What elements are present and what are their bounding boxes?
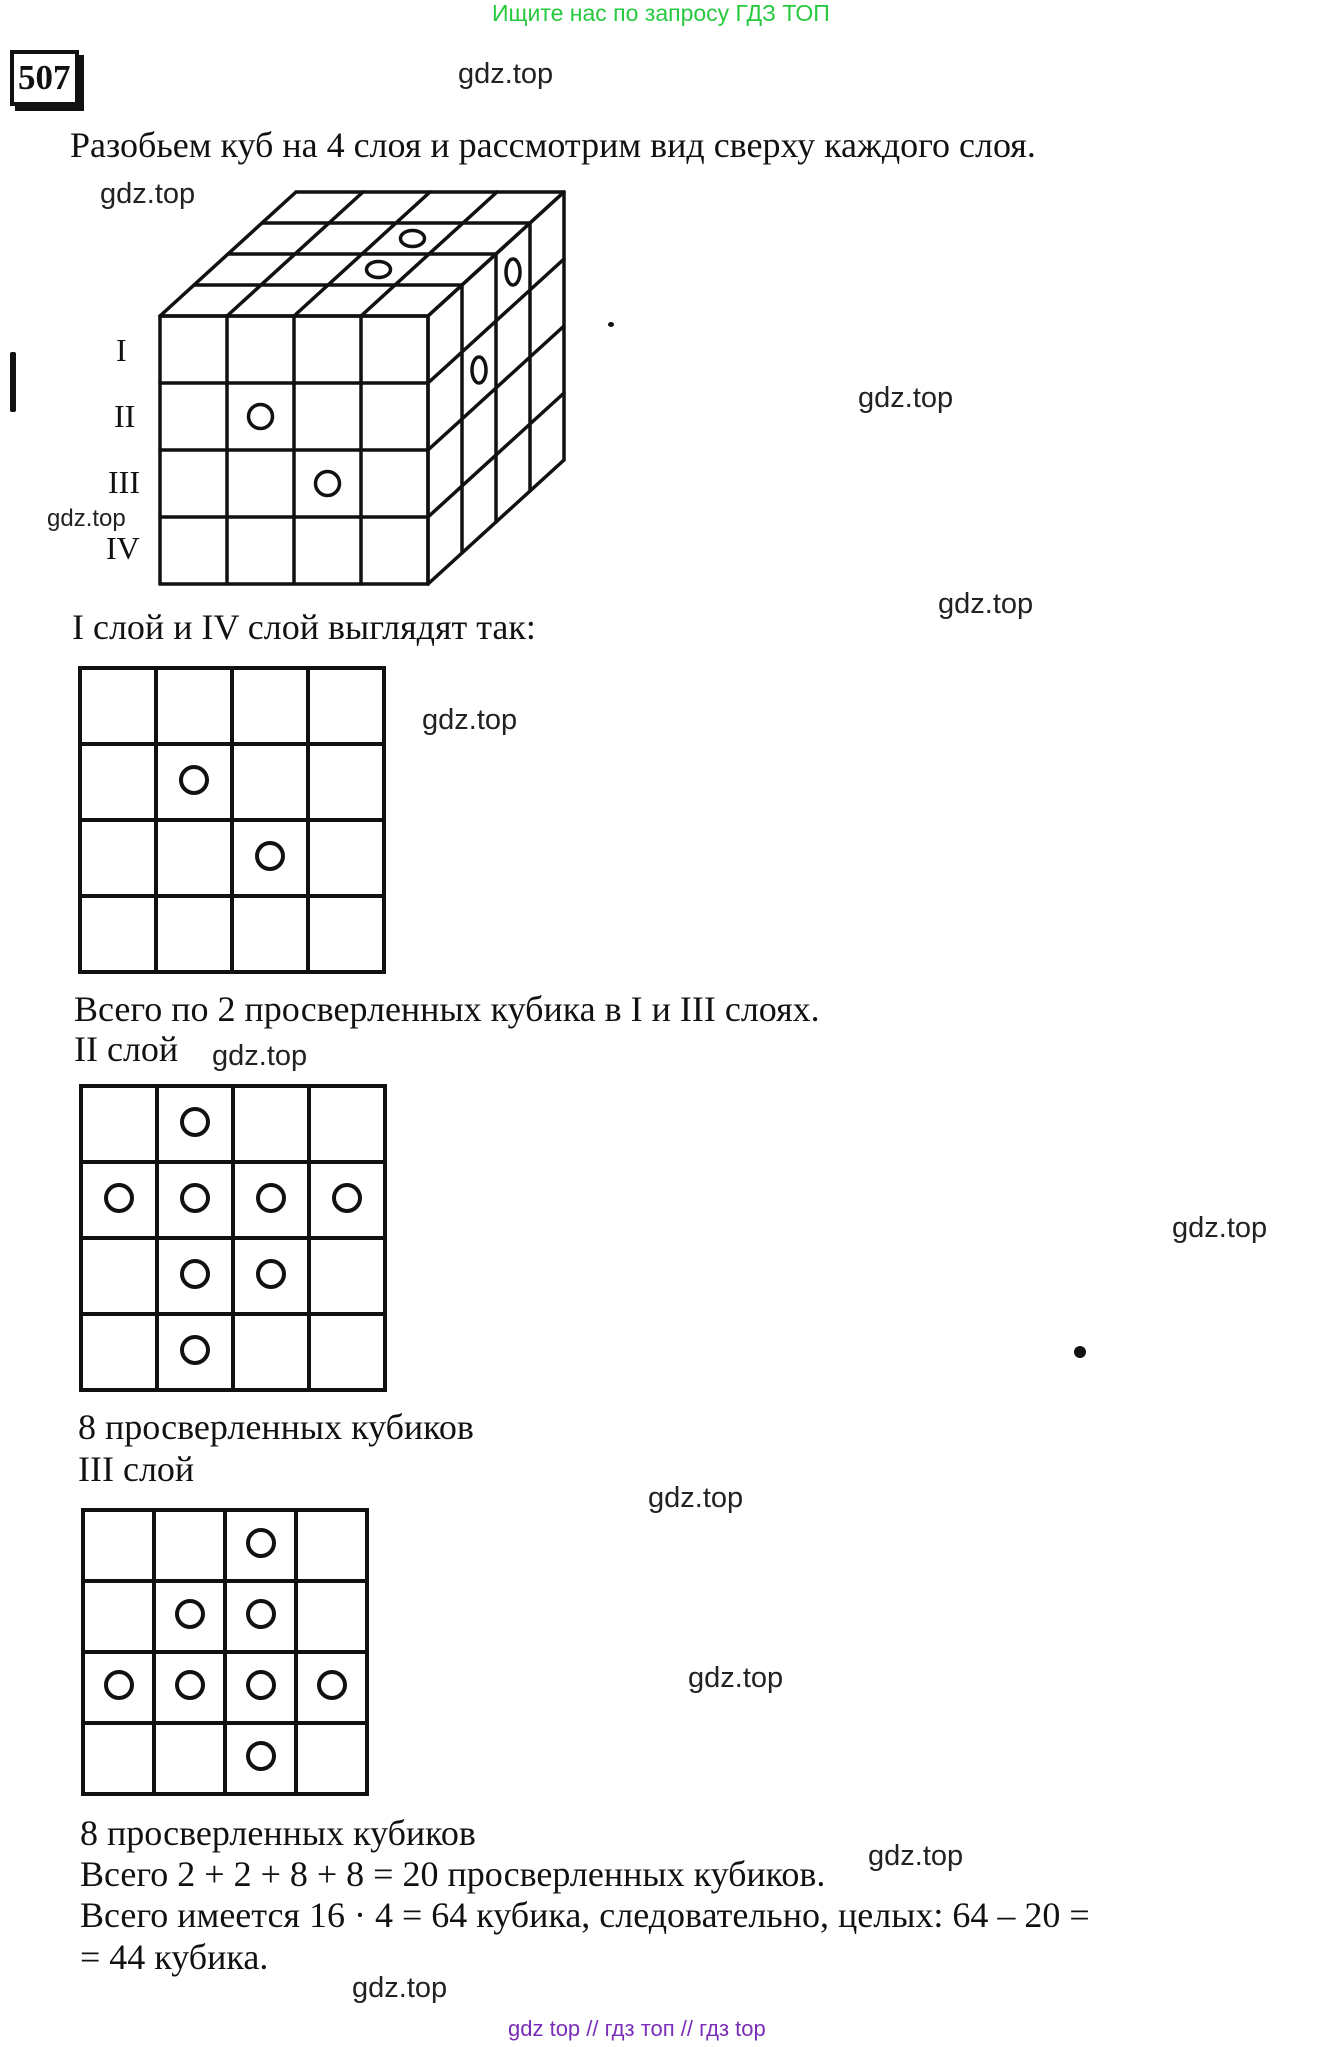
section3-caption: 8 просверленных кубиков [80,1813,476,1853]
drill-hole-icon [104,1670,134,1700]
scan-speck [1074,1346,1086,1358]
watermark: gdz.top [688,1662,784,1694]
grid-cell [296,1581,367,1652]
drill-hole-icon [317,1670,347,1700]
drill-hole-icon [179,765,209,795]
grid-cell [154,1723,225,1794]
layer-1-4-grid [78,666,386,974]
grid-cell [232,896,308,972]
grid-cell [81,1238,157,1314]
summary-1-3: Всего по 2 просверленных кубика в I и III слоях. [74,989,820,1029]
grid-cell [233,1086,309,1162]
drill-hole-icon [104,1183,134,1213]
drill-hole-icon [506,259,520,285]
drill-hole-icon [367,262,391,278]
section2-heading: II слой [74,1029,179,1069]
grid-cell [154,1581,225,1652]
cube-figure [0,0,1327,600]
watermark: gdz.top [352,1972,448,2004]
grid-cell [154,1510,225,1581]
grid-cell [156,896,232,972]
top-banner[interactable]: Ищите нас по запросу ГДЗ ТОП [492,0,830,26]
watermark: gdz.top [458,58,554,90]
grid-cell [233,1162,309,1238]
grid-cell [225,1652,296,1723]
watermark: gdz.top [47,505,126,532]
grid-cell [232,820,308,896]
intro-text: Разобьем куб на 4 слоя и рассмотрим вид сверху каждого слоя. [70,125,1036,165]
grid-cell [308,668,384,744]
footer-links[interactable]: gdz top // гдз топ // гдз top [508,2016,766,2041]
grid-cell [309,1238,385,1314]
grid-cell [308,896,384,972]
drill-hole-icon [332,1183,362,1213]
drill-hole-icon [246,1670,276,1700]
grid-cell [157,1238,233,1314]
grid-cell [80,820,156,896]
grid-cell [156,668,232,744]
grid-cell [81,1086,157,1162]
grid-cell [157,1086,233,1162]
drill-hole-icon [246,1741,276,1771]
drill-hole-icon [246,1599,276,1629]
drill-hole-icon [256,1183,286,1213]
layer-label-2: II [114,398,136,434]
section2-caption: 8 просверленных кубиков [78,1407,474,1447]
scan-speck [608,322,614,327]
grid-cell [80,744,156,820]
section3-heading: III слой [78,1449,195,1489]
layer-label-4: IV [106,530,140,566]
watermark: gdz.top [858,382,954,414]
grid-cell [225,1510,296,1581]
watermark: gdz.top [868,1840,964,1872]
grid-cell [154,1652,225,1723]
drill-hole-icon [180,1259,210,1289]
grid-cell [309,1162,385,1238]
grid-cell [83,1652,154,1723]
grid-cell [80,896,156,972]
grid-cell [309,1086,385,1162]
grid-cell [309,1314,385,1390]
grid-cell [296,1652,367,1723]
drill-hole-icon [175,1599,205,1629]
drill-hole-icon [316,472,340,496]
layer-2-grid [79,1084,387,1392]
final-line-2: = 44 кубика. [80,1937,269,1977]
drill-hole-icon [180,1183,210,1213]
grid-cell [233,1314,309,1390]
grid-cell [296,1510,367,1581]
layer-label-1: I [116,332,127,368]
scan-speck [10,352,16,412]
grid-cell [225,1581,296,1652]
watermark: gdz.top [212,1040,308,1072]
grid-cell [83,1510,154,1581]
grid-cell [156,820,232,896]
grid-cell [233,1238,309,1314]
problem-number-badge: 507 [10,50,79,106]
watermark: gdz.top [100,178,196,210]
grid-cell [83,1581,154,1652]
watermark: gdz.top [648,1482,744,1514]
grid-cell [296,1723,367,1794]
grid-cell [81,1314,157,1390]
grid-cell [81,1162,157,1238]
grid-cell [157,1314,233,1390]
grid-cell [308,820,384,896]
drill-hole-icon [256,1259,286,1289]
drill-hole-icon [180,1335,210,1365]
grid-cell [232,744,308,820]
final-line-1: Всего имеется 16 · 4 = 64 кубика, следовательно, целых: 64 – 20 = [80,1895,1090,1935]
grid-cell [80,668,156,744]
watermark: gdz.top [1172,1212,1268,1244]
drill-hole-icon [255,841,285,871]
grid-cell [157,1162,233,1238]
section1-heading: I слой и IV слой выглядят так: [72,607,536,647]
watermark: gdz.top [422,704,518,736]
grid-cell [156,744,232,820]
grid-cell [83,1723,154,1794]
drill-hole-icon [472,357,486,383]
grid-cell [225,1723,296,1794]
watermark: gdz.top [938,588,1034,620]
total-line: Всего 2 + 2 + 8 + 8 = 20 просверленных кубиков. [80,1854,826,1894]
grid-cell [308,744,384,820]
drill-hole-icon [175,1670,205,1700]
drill-hole-icon [249,405,273,429]
drill-hole-icon [401,231,425,247]
drill-hole-icon [246,1528,276,1558]
layer-3-grid [81,1508,369,1796]
drill-hole-icon [180,1107,210,1137]
grid-cell [232,668,308,744]
layer-label-3: III [108,464,140,500]
